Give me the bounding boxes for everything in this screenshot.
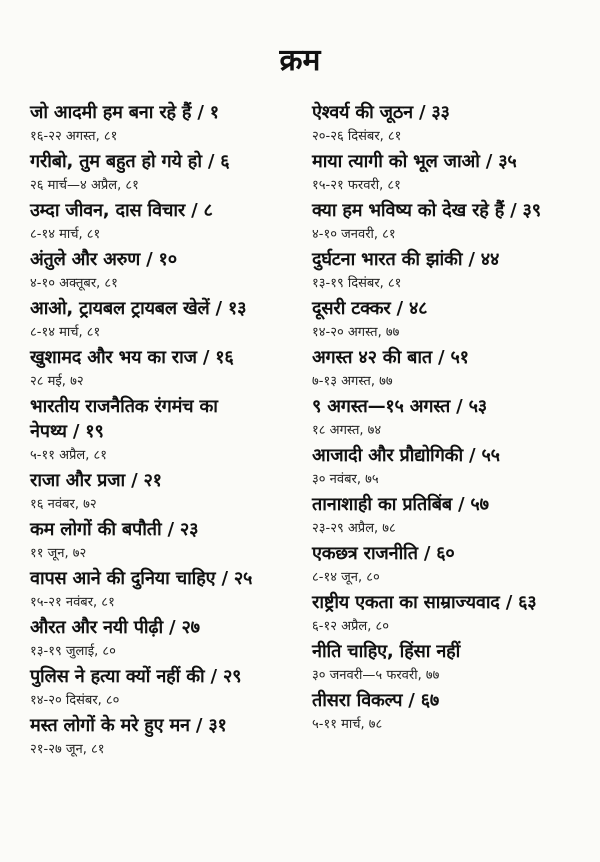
entry-title: क्या हम भविष्य को देख रहे हैं / ३९ bbox=[312, 200, 541, 221]
entry-title: ऐश्वर्य की जूठन / ३३ bbox=[312, 102, 450, 123]
toc-entry bbox=[30, 247, 305, 296]
toc-entry bbox=[312, 688, 594, 737]
entry-date: २३-२९ अप्रैल, ७८ bbox=[312, 521, 396, 536]
entry-title: उम्दा जीवन, दास विचार / ८ bbox=[30, 200, 213, 221]
entry-title: नीति चाहिए, हिंसा नहीं bbox=[312, 641, 461, 662]
entry-title: मस्त लोगों के मरे हुए मन / ३१ bbox=[30, 715, 227, 736]
entry-title: अगस्त ४२ की बात / ५१ bbox=[312, 347, 469, 368]
entry-title: वापस आने की दुनिया चाहिए / २५ bbox=[30, 568, 253, 589]
toc-entry bbox=[312, 639, 594, 688]
entry-title: ९ अगस्त—१५ अगस्त / ५३ bbox=[312, 396, 487, 417]
entry-date: १३-१९ दिसंबर, ८१ bbox=[312, 276, 402, 291]
toc-entry bbox=[312, 492, 594, 541]
entry-title: कम लोगों की बपौती / २३ bbox=[30, 519, 199, 540]
entry-title: औरत और नयी पीढ़ी / २७ bbox=[30, 617, 200, 638]
entry-date: १५-२१ फरवरी, ८१ bbox=[312, 178, 401, 193]
toc-entry bbox=[30, 615, 305, 664]
entry-date: ७-१३ अगस्त, ७७ bbox=[312, 374, 393, 389]
toc-entry bbox=[312, 345, 594, 394]
entry-date: ११ जून, ७२ bbox=[30, 546, 87, 561]
entry-title: आजादी और प्रौद्योगिकी / ५५ bbox=[312, 445, 500, 466]
toc-entry bbox=[312, 296, 594, 345]
entry-date: ३० जनवरी—५ फरवरी, ७७ bbox=[312, 668, 440, 683]
entry-title: तानाशाही का प्रतिबिंब / ५७ bbox=[312, 494, 489, 515]
entry-date: १५-२१ नवंबर, ८१ bbox=[30, 595, 115, 610]
entry-title: पुलिस ने हत्या क्यों नहीं की / २९ bbox=[30, 666, 242, 687]
entry-title: खुशामद और भय का राज / १६ bbox=[30, 347, 234, 368]
entry-date: १४-२० दिसंबर, ८० bbox=[30, 693, 120, 708]
entry-date: १६ नवंबर, ७२ bbox=[30, 497, 97, 512]
entry-date: १६-२२ अगस्त, ८१ bbox=[30, 129, 118, 144]
entry-date: ८-१४ मार्च, ८१ bbox=[30, 325, 101, 340]
entry-date: २१-२७ जून, ८१ bbox=[30, 742, 105, 757]
toc-entry bbox=[30, 296, 305, 345]
entry-date: ४-१० अक्तूबर, ८१ bbox=[30, 276, 118, 291]
toc-entry bbox=[30, 468, 305, 517]
entry-date: ५-११ अप्रैल, ८१ bbox=[30, 448, 108, 463]
toc-entry bbox=[30, 394, 305, 468]
entry-date: २०-२६ दिसंबर, ८१ bbox=[312, 129, 402, 144]
toc-entry bbox=[30, 713, 305, 762]
entry-title: राष्ट्रीय एकता का साम्राज्यवाद / ६३ bbox=[312, 592, 537, 613]
toc-entry bbox=[312, 149, 594, 198]
toc-entry bbox=[30, 664, 305, 713]
entry-date: १३-१९ जुलाई, ८० bbox=[30, 644, 116, 659]
entry-title: दुर्घटना भारत की झांकी / ४४ bbox=[312, 249, 500, 270]
entry-title: जो आदमी हम बना रहे हैं / १ bbox=[30, 102, 219, 123]
toc-entry bbox=[312, 247, 594, 296]
entry-title: राजा और प्रजा / २१ bbox=[30, 470, 162, 491]
entry-title: तीसरा विकल्प / ६७ bbox=[312, 690, 440, 711]
toc-entry bbox=[312, 541, 594, 590]
toc-entry bbox=[312, 394, 594, 443]
entry-title: माया त्यागी को भूल जाओ / ३५ bbox=[312, 151, 517, 172]
contents-column-left bbox=[30, 100, 305, 762]
entry-title: दूसरी टक्कर / ४८ bbox=[312, 298, 428, 319]
toc-entry bbox=[30, 517, 305, 566]
toc-entry bbox=[312, 100, 594, 149]
page-title: क्रम bbox=[279, 43, 321, 78]
toc-entry bbox=[30, 100, 305, 149]
entry-date: २६ मार्च—४ अप्रैल, ८१ bbox=[30, 178, 139, 193]
toc-entry bbox=[30, 345, 305, 394]
entry-title: अंतुले और अरुण / १० bbox=[30, 249, 177, 270]
entry-date: ४-१० जनवरी, ८१ bbox=[312, 227, 396, 242]
entry-title: एकछत्र राजनीति / ६० bbox=[312, 543, 455, 564]
toc-entry bbox=[312, 443, 594, 492]
entry-date: ८-१४ जून, ८० bbox=[312, 570, 380, 585]
toc-entry bbox=[312, 198, 594, 247]
toc-entry bbox=[30, 566, 305, 615]
entry-title: आओ, ट्रायबल ट्रायबल खेलें / १३ bbox=[30, 298, 247, 319]
entry-date: ३० नवंबर, ७५ bbox=[312, 472, 379, 487]
entry-title: भारतीय राजनैतिक रंगमंच का bbox=[30, 396, 218, 417]
entry-date: ५-११ मार्च, ७८ bbox=[312, 717, 383, 732]
entry-date: ६-१२ अप्रैल, ८० bbox=[312, 619, 390, 634]
toc-entry bbox=[312, 590, 594, 639]
entry-date: २८ मई, ७२ bbox=[30, 374, 84, 389]
entry-date: ८-१४ मार्च, ८१ bbox=[30, 227, 101, 242]
entry-title: गरीबो, तुम बहुत हो गये हो / ६ bbox=[30, 151, 230, 172]
toc-entry bbox=[30, 149, 305, 198]
contents-column-right bbox=[312, 100, 594, 737]
entry-date: १८ अगस्त, ७४ bbox=[312, 423, 382, 438]
entry-title-continued: नेपथ्य / १९ bbox=[30, 421, 104, 442]
entry-date: १४-२० अगस्त, ७७ bbox=[312, 325, 400, 340]
toc-entry bbox=[30, 198, 305, 247]
